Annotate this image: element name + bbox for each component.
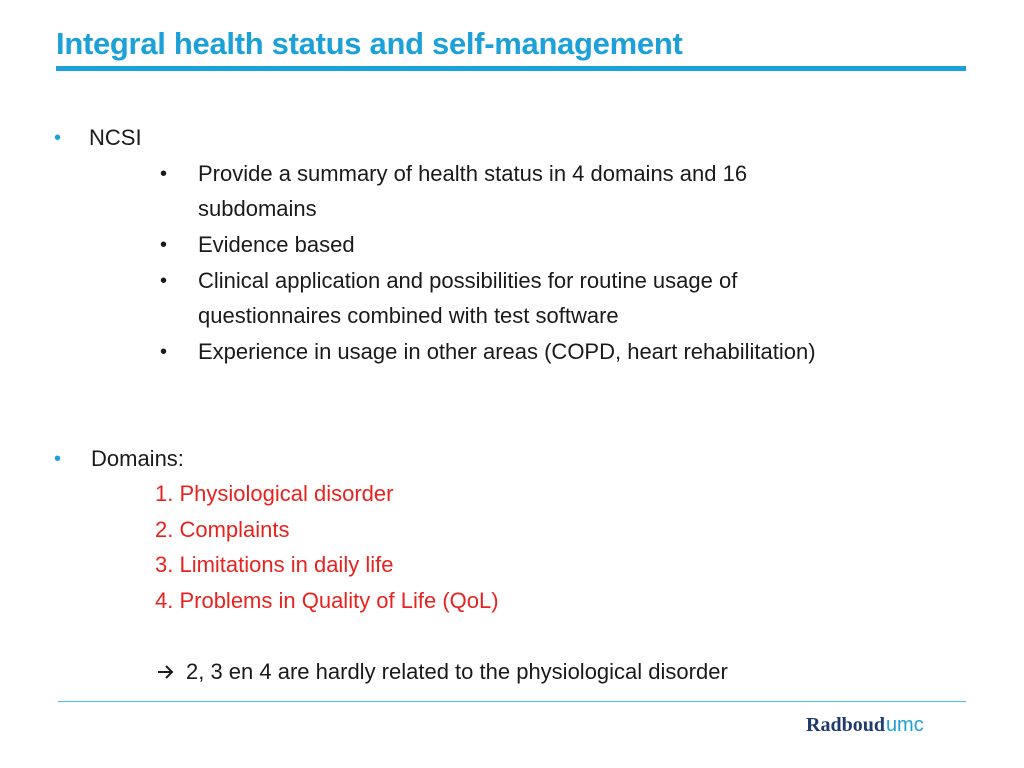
domains-conclusion: 2, 3 en 4 are hardly related to the physiological disorder bbox=[186, 659, 728, 684]
logo-suffix-text: umc bbox=[885, 714, 924, 736]
ncsi-item-4: Experience in usage in other areas (COPD, heart rehabilitation) bbox=[198, 339, 816, 364]
bullet-icon: • bbox=[54, 448, 62, 470]
domain-item-1: 1. Physiological disorder bbox=[155, 481, 394, 506]
sub-bullet-icon: • bbox=[160, 234, 168, 256]
ncsi-item-1-line-1: Provide a summary of health status in 4 domains and 16 bbox=[198, 161, 748, 186]
ncsi-item-2: Evidence based bbox=[198, 232, 355, 257]
domain-item-3: 3. Limitations in daily life bbox=[155, 552, 394, 577]
radboudumc-logo bbox=[806, 714, 924, 737]
bullet-label-domains: Domains: bbox=[91, 446, 184, 471]
sub-bullet-icon: • bbox=[160, 341, 168, 363]
footer-divider bbox=[58, 701, 966, 702]
bullet-icon: • bbox=[54, 127, 62, 149]
logo-main-text: Radboud bbox=[806, 714, 885, 736]
ncsi-item-3-line-2: questionnaires combined with test software bbox=[198, 303, 619, 328]
title-underline bbox=[56, 66, 966, 71]
domain-item-2: 2. Complaints bbox=[155, 517, 290, 542]
sub-bullet-icon: • bbox=[160, 163, 168, 185]
ncsi-item-3-line-1: Clinical application and possibilities for routine usage of bbox=[198, 268, 738, 293]
sub-bullet-icon: • bbox=[160, 270, 168, 292]
ncsi-item-1-line-2: subdomains bbox=[198, 196, 317, 221]
bullet-label-ncsi: NCSI bbox=[89, 125, 142, 150]
slide-title: Integral health status and self-management bbox=[56, 26, 683, 61]
arrow-right-icon bbox=[156, 658, 180, 686]
domain-item-4: 4. Problems in Quality of Life (QoL) bbox=[155, 588, 499, 613]
